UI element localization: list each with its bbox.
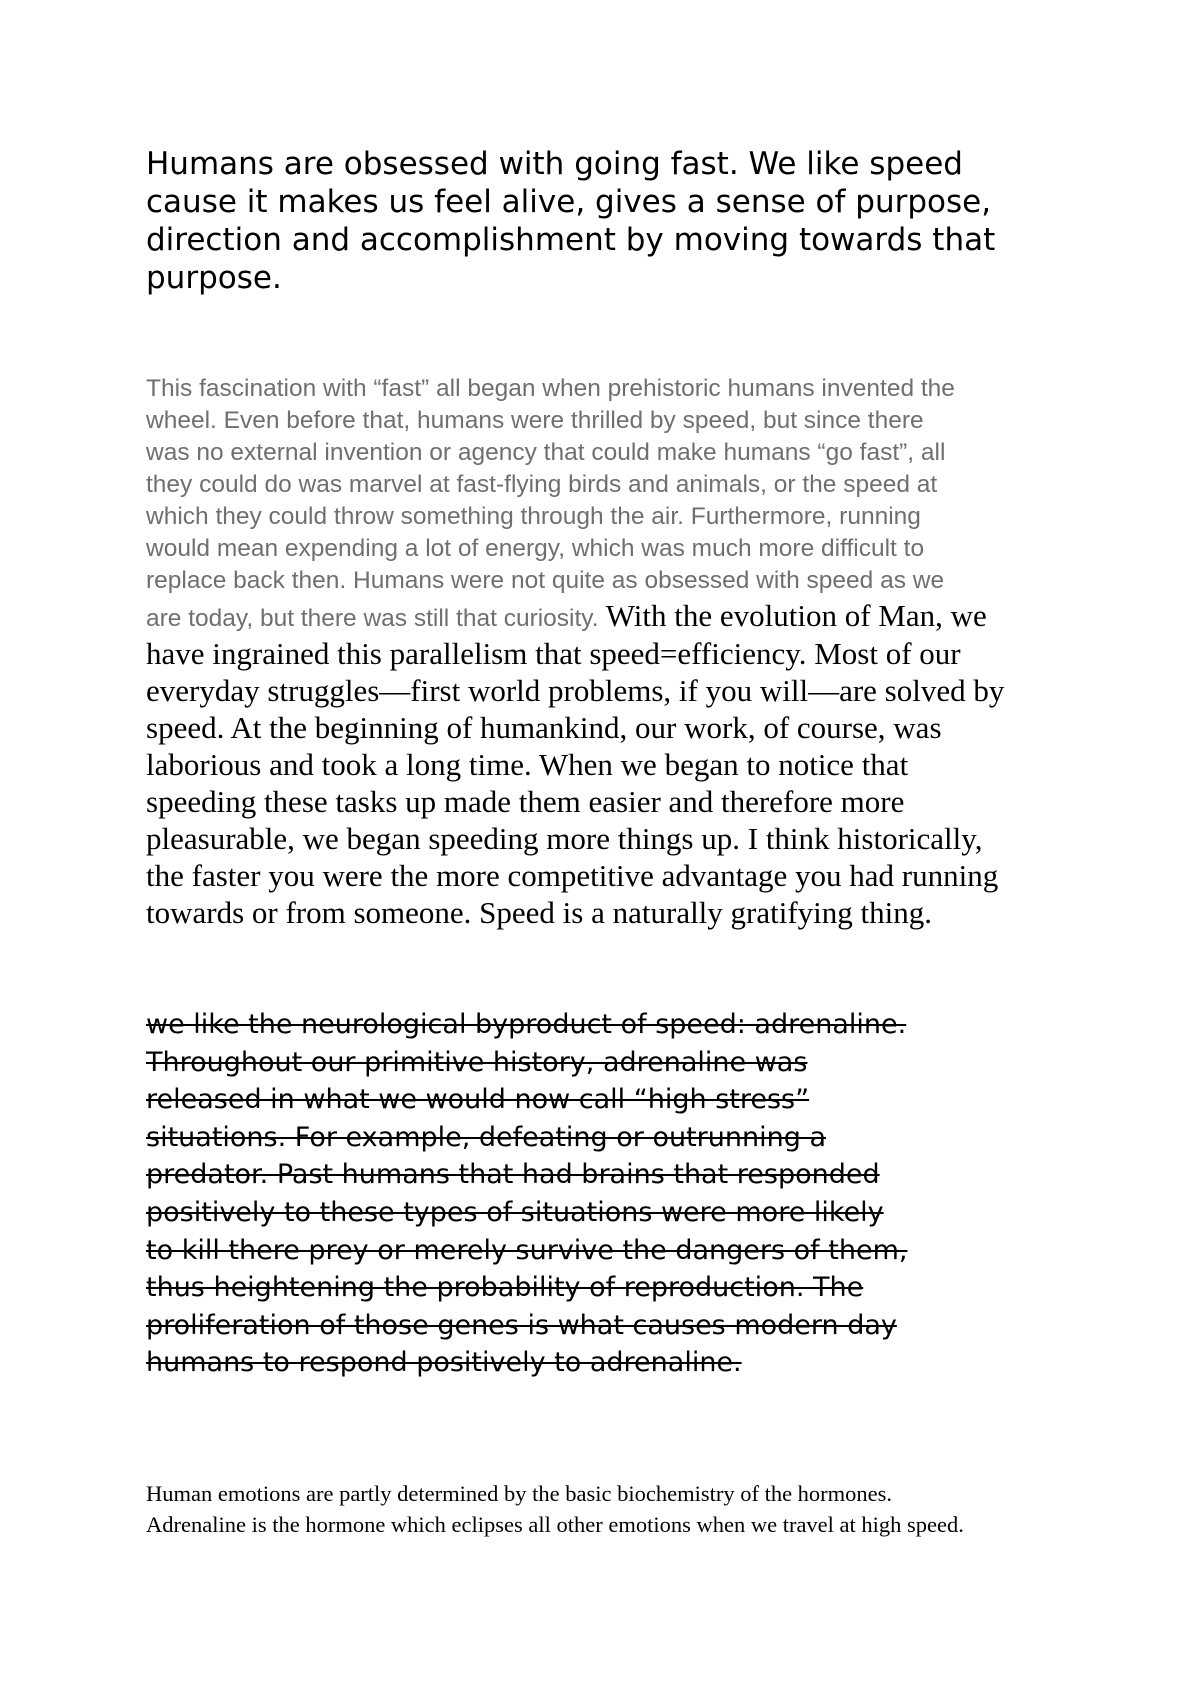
paragraph-intro bbox=[146, 145, 1076, 297]
text-line: pleasurable, we began speeding more things up. I think historically, bbox=[146, 821, 983, 856]
text-line: This fascination with “fast” all began when prehistoric humans invented the bbox=[146, 375, 955, 402]
text-line: was no external invention or agency that could make humans “go fast”, all bbox=[146, 439, 946, 466]
text-line: towards or from someone. Speed is a naturally gratifying thing. bbox=[146, 895, 933, 930]
paragraph-struck-adrenaline bbox=[146, 1006, 1076, 1382]
text-line: they could do was marvel at fast-flying birds and animals, or the speed at bbox=[146, 471, 938, 498]
text-segment: are today, but there was still that curiosity. bbox=[146, 605, 599, 632]
strikethrough-line: we like the neurological byproduct of speed: adrenaline. bbox=[146, 1009, 907, 1040]
strikethrough-line: positively to these types of situations were more likely bbox=[146, 1196, 884, 1228]
strikethrough-line: proliferation of those genes is what causes modern day bbox=[146, 1309, 897, 1341]
strikethrough-line: Throughout our primitive history, adrenaline was bbox=[146, 1046, 808, 1078]
text-line: would mean expending a lot of energy, which was much more difficult to bbox=[146, 535, 925, 562]
mixed-text-line bbox=[146, 597, 1076, 635]
text-line: purpose. bbox=[146, 260, 282, 296]
text-line: Human emotions are partly determined by the basic biochemistry of the hormones. bbox=[146, 1481, 893, 1506]
text-line: wheel. Even before that, humans were thrilled by speed, but since there bbox=[146, 407, 924, 434]
text-line: speeding these tasks up made them easier and therefore more bbox=[146, 784, 905, 819]
text-line: have ingrained this parallelism that speed=efficiency. Most of our bbox=[146, 636, 961, 671]
strikethrough-line: thus heightening the probability of reproduction. The bbox=[146, 1272, 864, 1304]
text-line: Adrenaline is the hormone which eclipses all other emotions when we travel at high speed. bbox=[146, 1512, 964, 1537]
strikethrough-line: situations. For example, defeating or outrunning a bbox=[146, 1121, 826, 1153]
text-line: cause it makes us feel alive, gives a sense of purpose, bbox=[146, 184, 992, 220]
text-line: Humans are obsessed with going fast. We like speed bbox=[146, 146, 963, 182]
text-line: everyday struggles—first world problems, if you will—are solved by bbox=[146, 673, 1005, 708]
text-line: direction and accomplishment by moving towards that bbox=[146, 222, 996, 258]
text-line: the faster you were the more competitive advantage you had running bbox=[146, 858, 999, 893]
paragraph-hormones bbox=[146, 1478, 1076, 1540]
text-line: replace back then. Humans were not quite as obsessed with speed as we bbox=[146, 567, 945, 594]
strikethrough-line: to kill there prey or merely survive the dangers of them, bbox=[146, 1234, 908, 1266]
text-line: speed. At the beginning of humankind, our work, of course, was bbox=[146, 710, 942, 745]
strikethrough-line: predator. Past humans that had brains that responded bbox=[146, 1159, 880, 1191]
text-line: which they could throw something through the air. Furthermore, running bbox=[146, 503, 921, 530]
text-line: laborious and took a long time. When we began to notice that bbox=[146, 747, 909, 782]
text-segment: With the evolution of Man, we bbox=[598, 598, 987, 633]
paragraph-history bbox=[146, 373, 1076, 931]
strikethrough-line: humans to respond positively to adrenaline. bbox=[146, 1347, 742, 1379]
strikethrough-line: released in what we would now call “high stress” bbox=[146, 1084, 810, 1116]
